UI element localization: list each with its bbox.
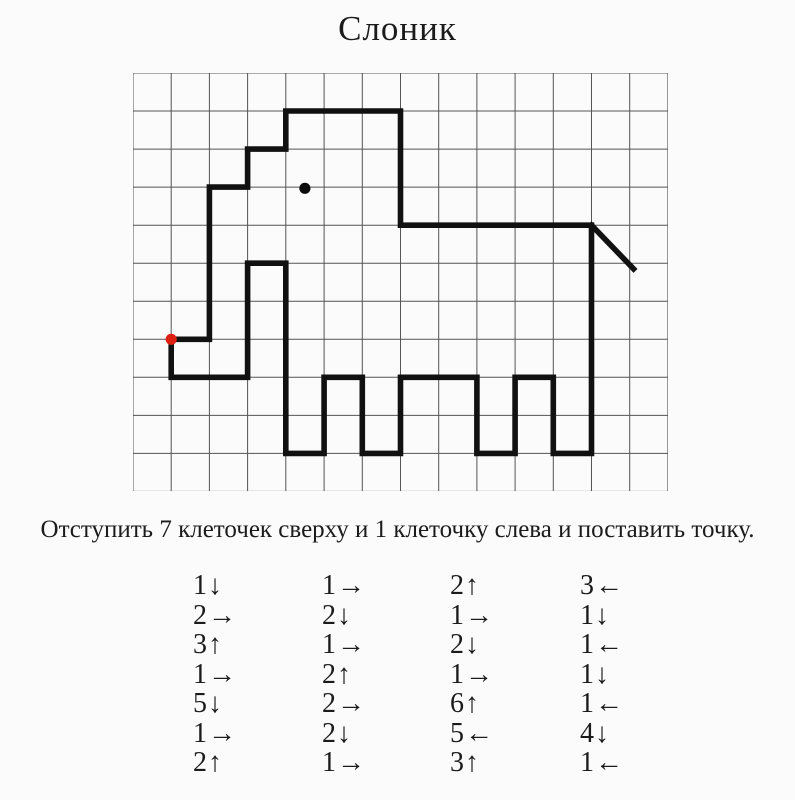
step-item: 1← [580,629,624,660]
step-item: 1↓ [580,658,610,690]
step-item: 1← [580,688,624,719]
step-item: 1↓ [193,570,223,601]
step-item: 5↓ [193,688,223,719]
step-item: 3← [580,570,624,601]
steps-column-2 [322,571,366,778]
step-item: 1→ [322,570,366,601]
start-instruction: Отступить 7 клеточек сверху и 1 клеточку слева и поставить точку. [40,516,755,543]
step-item: 1↓ [580,599,610,631]
step-item: 1→ [322,629,366,660]
grid-drawing [133,73,668,491]
step-item: 1→ [450,658,494,690]
steps-column-3 [450,571,494,778]
step-item: 2↑ [450,570,480,601]
step-item: 1→ [193,658,237,690]
step-item: 1→ [450,599,494,631]
steps-column-1 [193,571,237,778]
start-dot [166,334,177,345]
step-item: 4↓ [580,717,610,749]
step-item: 5← [450,717,494,749]
step-item: 2↑ [322,658,352,690]
elephant-outline [171,111,591,453]
step-item: 3↑ [193,629,223,660]
dictation-steps [0,571,795,786]
step-item: 2↑ [193,747,223,778]
elephant-eye [299,183,310,194]
step-item: 2↓ [322,599,352,631]
step-item: 6↑ [450,688,480,719]
step-item: 1→ [193,717,237,749]
step-item: 2↓ [450,629,480,660]
step-item: 2↓ [322,717,352,749]
steps-column-4 [580,571,624,778]
step-item: 2→ [193,599,237,631]
step-item: 2→ [322,688,366,719]
step-item: 3↑ [450,747,480,778]
step-item: 1→ [322,747,366,778]
page-title: Слоник [338,9,457,48]
step-item: 1← [580,747,624,778]
elephant-tail [591,225,633,269]
